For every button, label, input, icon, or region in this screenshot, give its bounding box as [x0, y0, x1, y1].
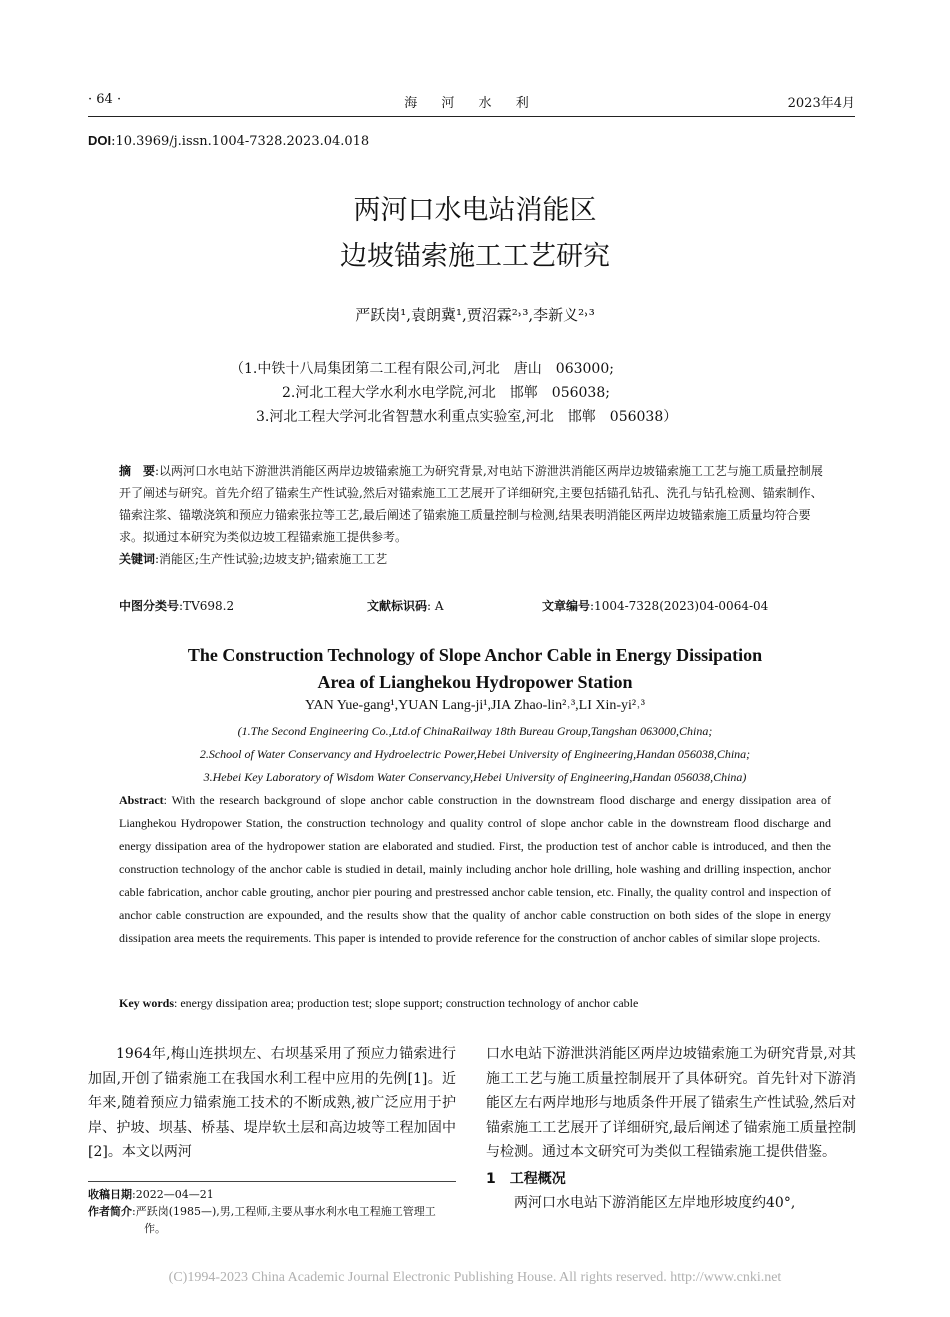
keywords-line	[119, 548, 831, 570]
en-keywords-text: : energy dissipation area; production test; slope support; construction technology of anchor cable	[174, 996, 639, 1010]
running-header	[88, 92, 855, 114]
abstract-text: :以两河口水电站下游泄洪消能区两岸边坡锚索施工为研究背景,对电站下游泄洪消能区两岸边坡锚索施工工艺与施工质量控制展开了阐述与研究。首先介绍了锚索生产性试验,然后对锚索施工工艺展开了详细研究,主要包括锚孔钻孔、洗孔与钻孔检测、锚索制作、锚索注浆、锚墩浇筑和预应力锚索张拉等工艺,最后阐述了锚索施工质量控制与检测,结果表明消能区两岸边坡锚索施工质量均符合要求。拟通过本研究为类似边坡工程锚索施工提供参考。	[119, 464, 823, 544]
en-abstract-text: : With the research background of slope anchor cable construction in the downstream flood discharge and energy dissipation area of Lianghekou Hydropower Station, the construction technology and quality control of slope anchor cable in the downstream flood discharge and energy dissipation area of the hydropower station are elaborated and studied. First, the production test of anchor cable is introduced, and then the construction technology of the anchor cable is studied in detail, mainly including anchor hole drilling, hole washing and drilling inspection, anchor cable fabrication, anchor cable grouting, anchor pier pouring and prestressed anchor cable tension, etc. Finally, the quality control and inspection of anchor cable construction are expounded, and the results show that the quality of anchor cable construction on both sides of the slope in energy dissipation area meets the requirements. This paper is intended to provide reference for the construction of anchor cables of similar slope projects.	[119, 793, 831, 945]
issue-date: 2023年4月	[787, 96, 855, 111]
english-title	[0, 642, 950, 696]
title-line-2: 边坡锚索施工工艺研究	[340, 241, 610, 272]
abstract-label: 摘 要	[119, 464, 156, 478]
en-affiliation-2: 2.School of Water Conservancy and Hydroelectric Power,Hebei University of Engineering,Handan 056038,China;	[199, 747, 751, 761]
doi-line	[88, 133, 369, 149]
header-rule	[88, 116, 855, 117]
clc-number: 中图分类号:TV698.2	[119, 599, 235, 613]
author-bio: 作者简介:严跃岗(1985—),男,工程师,主要从事水利水电工程施工管理工作。	[88, 1205, 436, 1235]
en-keywords-label: Key words	[119, 996, 174, 1010]
doi-label: DOI	[88, 133, 112, 148]
page-number: · 64 ·	[88, 92, 122, 107]
body-column-left	[88, 1042, 456, 1165]
affiliation-2: 2.河北工程大学水利水电学院,河北 邯郸 056038;	[282, 385, 610, 401]
copyright-watermark: (C)1994-2023 China Academic Journal Electronic Publishing House. All rights reserved. http://www.cnki.net	[168, 1270, 782, 1285]
author-list: 严跃岗¹,袁朗冀¹,贾沼霖²˒³,李新义²˒³	[355, 306, 595, 324]
en-title-line-1: The Construction Technology of Slope Anchor Cable in Energy Dissipation	[187, 645, 763, 665]
journal-name: 海 河 水 利	[404, 96, 539, 111]
received-date: 收稿日期:2022—04—21	[88, 1188, 214, 1201]
article-title	[0, 188, 950, 280]
english-abstract	[119, 789, 831, 950]
affiliations	[230, 357, 677, 429]
footnote	[88, 1186, 456, 1237]
body-column-right	[486, 1042, 856, 1216]
affiliation-1: （1.中铁十八局集团第二工程有限公司,河北 唐山 063000;	[230, 361, 614, 377]
article-number: 文章编号:1004-7328(2023)04-0064-04	[542, 599, 769, 613]
en-affiliation-1: (1.The Second Engineering Co.,Ltd.of ChinaRailway 18th Bureau Group,Tangshan 063000,China;	[237, 724, 713, 738]
en-title-line-2: Area of Lianghekou Hydropower Station	[317, 672, 633, 692]
keywords-text: :消能区;生产性试验;边坡支护;锚索施工工艺	[155, 552, 388, 566]
intro-paragraph-left: 1964年,梅山连拱坝左、右坝基采用了预应力锚索进行加固,开创了锚索施工在我国水利工程中应用的先例[1]。近年来,随着预应力锚索施工技术的不断成熟,被广泛应用于护岸、护坡、坝基、桥基、堤岸软土层和高边坡等工程加固中[2]。本文以两河	[88, 1046, 456, 1160]
intro-paragraph-right: 口水电站下游泄洪消能区两岸边坡锚索施工为研究背景,对其施工工艺与施工质量控制展开了具体研究。首先针对下游消能区左右两岸地形与地质条件开展了锚索生产性试验,然后对锚索施工工艺展开了详细研究,最后阐述了锚索施工质量控制与检测。通过本文研究可为类似工程锚索施工提供借鉴。	[486, 1046, 856, 1160]
en-abstract-label: Abstract	[119, 793, 164, 807]
footnote-rule	[88, 1181, 456, 1182]
document-code: 文献标识码: A	[367, 599, 444, 613]
chinese-abstract	[119, 460, 831, 570]
english-affiliations	[0, 720, 950, 789]
title-line-1: 两河口水电站消能区	[353, 195, 597, 226]
keywords-label: 关键词	[119, 552, 156, 566]
english-keywords	[119, 996, 831, 1011]
doi-value: :10.3969/j.issn.1004-7328.2023.04.018	[111, 134, 370, 149]
english-authors: YAN Yue-gang¹,YUAN Lang-ji¹,JIA Zhao-lin²˒³,LI Xin-yi²˒³	[305, 698, 645, 713]
section-paragraph: 两河口水电站下游消能区左岸地形坡度约40°,	[514, 1195, 796, 1211]
en-affiliation-3: 3.Hebei Key Laboratory of Wisdom Water Conservancy,Hebei University of Engineering,Handan 056038,China)	[203, 770, 747, 784]
affiliation-3: 3.河北工程大学河北省智慧水利重点实验室,河北 邯郸 056038）	[256, 409, 678, 425]
section-heading: 1 工程概况	[486, 1170, 566, 1187]
